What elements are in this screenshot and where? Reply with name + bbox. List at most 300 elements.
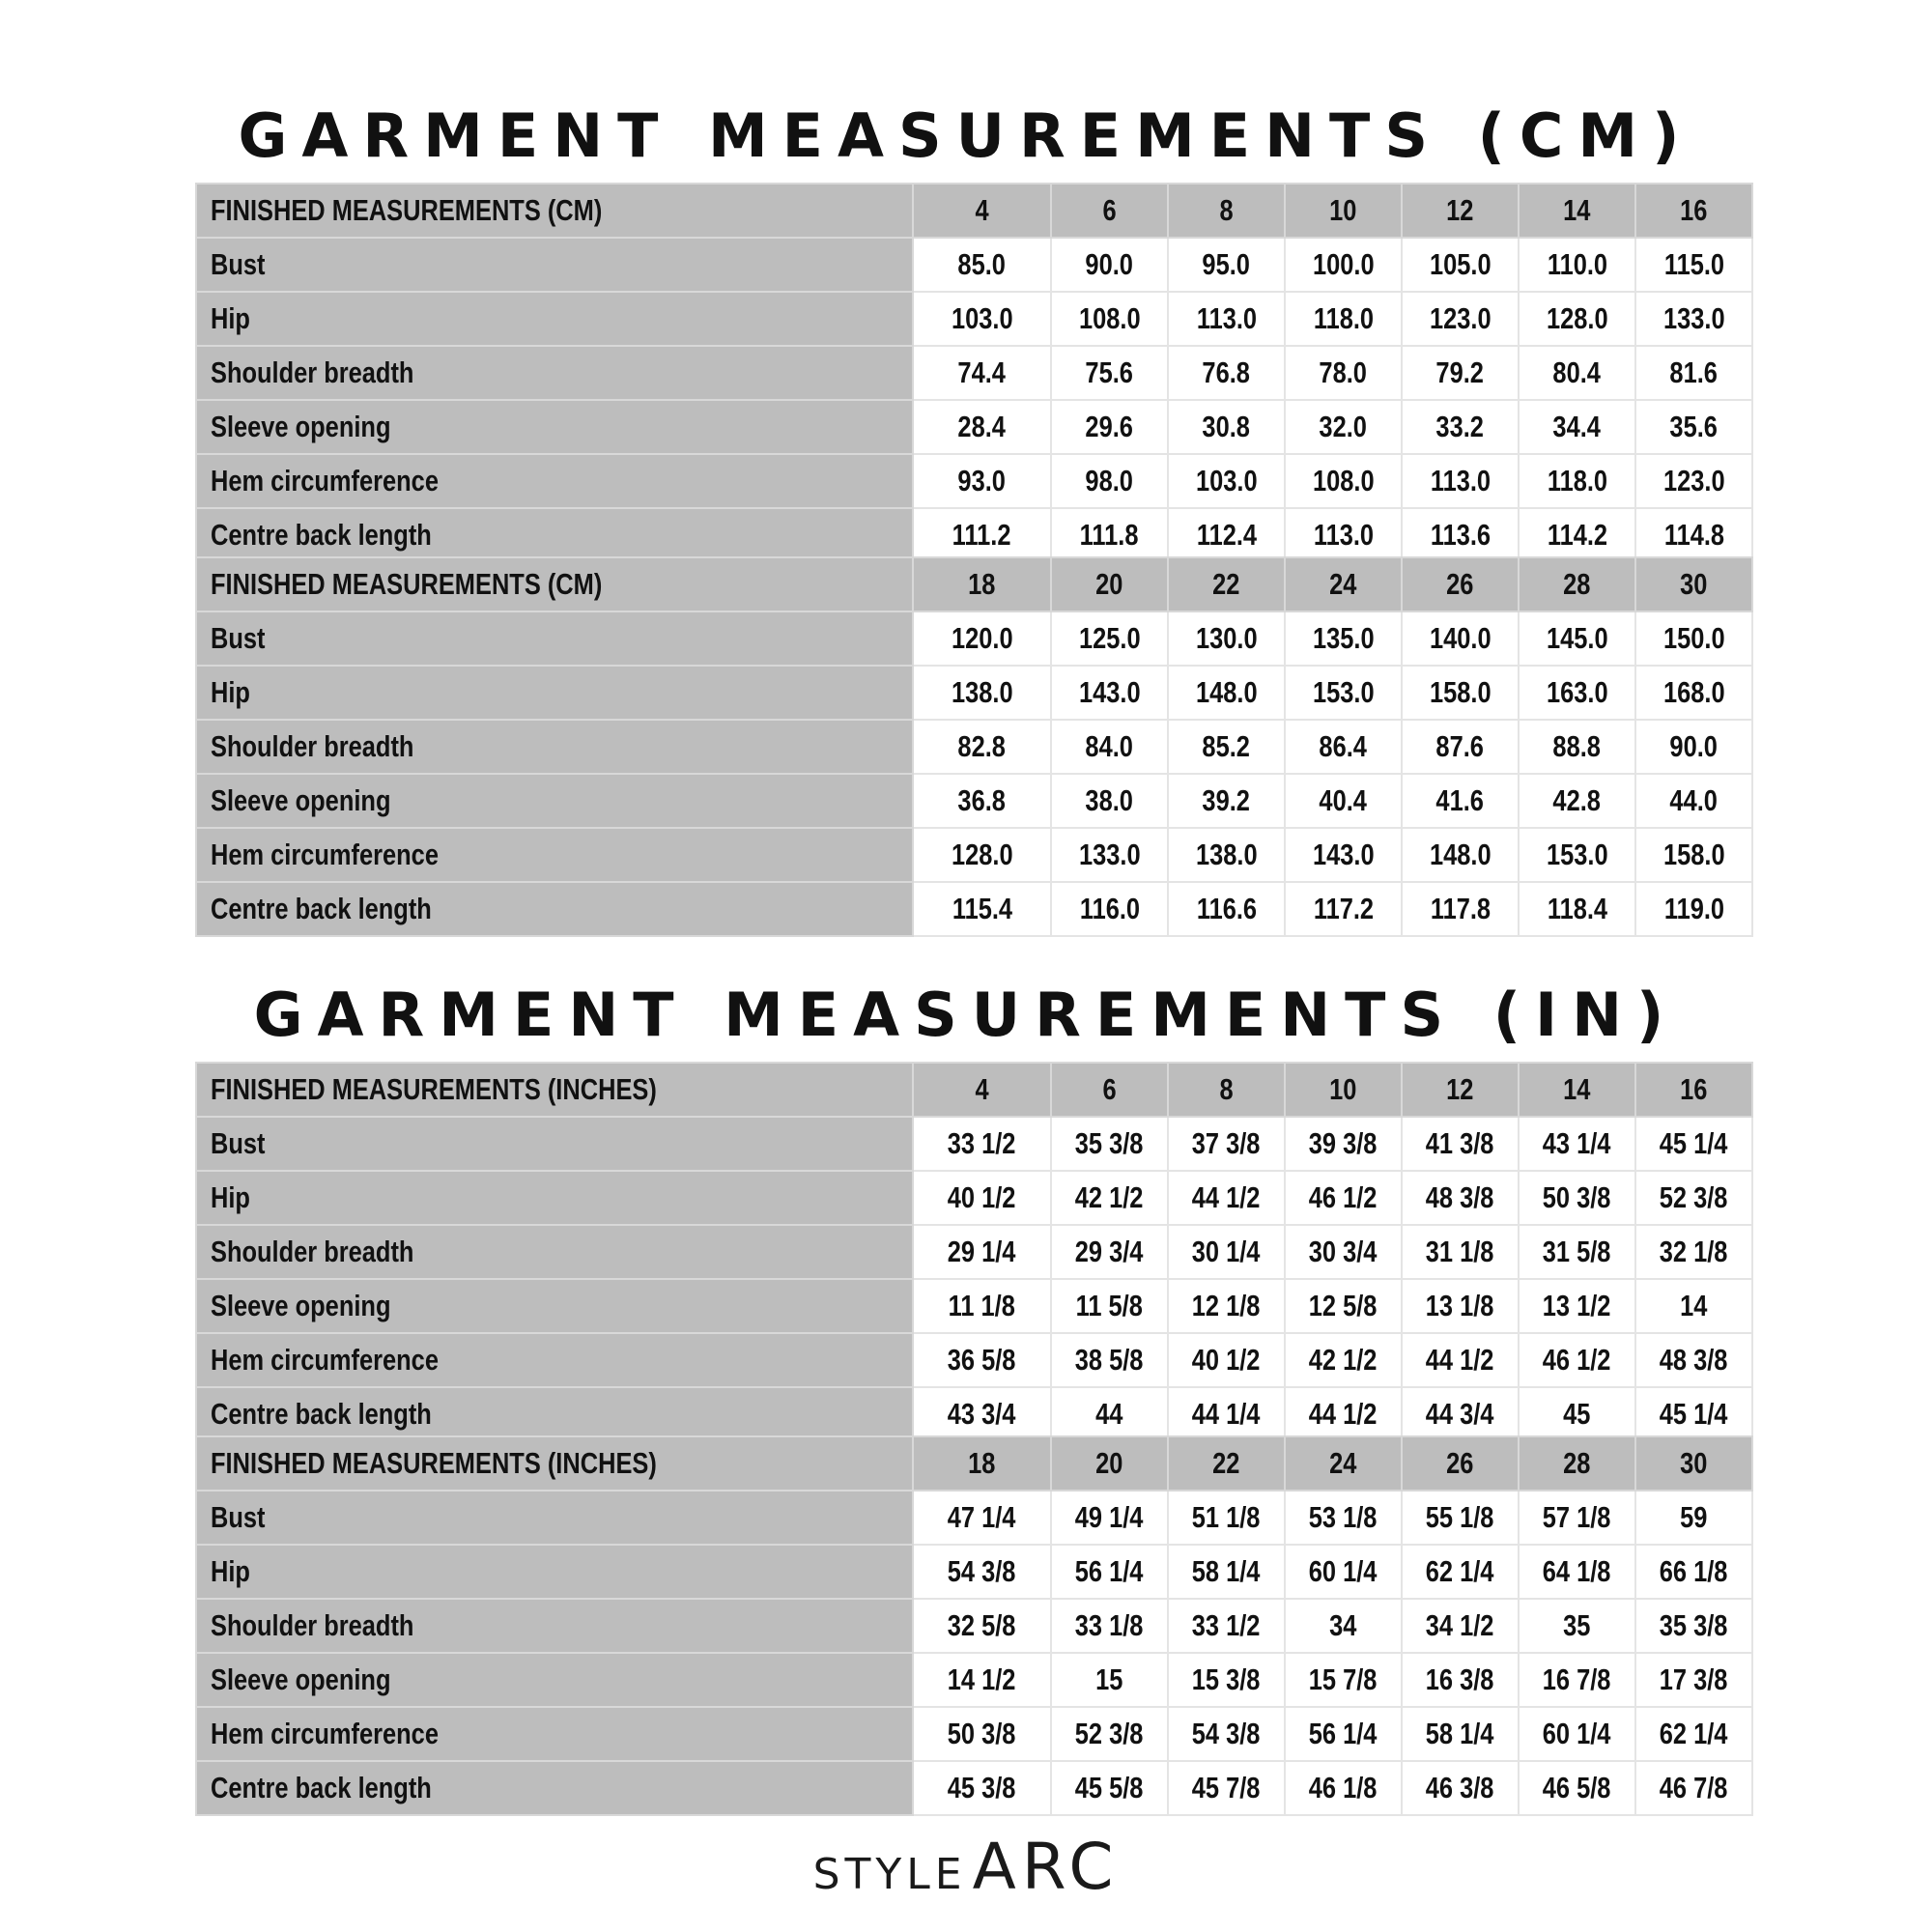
value-text: 76.8 — [1202, 355, 1251, 389]
size-header-cell — [1168, 1063, 1285, 1117]
value-text: 40.4 — [1319, 783, 1368, 817]
measurements-table-cm-sizes-4-16 — [195, 183, 1753, 563]
size-header-cell — [1285, 557, 1402, 611]
value-cell — [1285, 1653, 1402, 1707]
row-label-text: Bust — [211, 621, 266, 655]
value-cell — [913, 828, 1051, 882]
value-text: 118.0 — [1313, 301, 1374, 335]
value-cell — [913, 720, 1051, 774]
size-header-text: 22 — [1212, 567, 1240, 601]
value-cell — [1519, 1491, 1635, 1545]
value-text: 128.0 — [951, 838, 1013, 871]
value-cell — [1519, 774, 1635, 828]
row-label-text: Hip — [211, 301, 250, 335]
row-label-text: Bust — [211, 1126, 266, 1160]
value-cell — [1285, 1707, 1402, 1761]
value-text: 153.0 — [1312, 675, 1375, 709]
table-row — [196, 1761, 1752, 1815]
row-label-cell — [196, 720, 913, 774]
value-cell — [913, 1761, 1051, 1815]
value-cell — [1285, 346, 1402, 400]
value-text: 11 1/8 — [948, 1289, 1016, 1322]
value-cell — [1285, 1761, 1402, 1815]
value-text: 81.6 — [1669, 355, 1719, 389]
value-cell — [1402, 1387, 1519, 1441]
value-cell — [1285, 508, 1402, 562]
table-row — [196, 1707, 1752, 1761]
value-text: 123.0 — [1662, 464, 1725, 497]
value-cell — [913, 1279, 1051, 1333]
row-label-text: Shoulder breadth — [211, 729, 414, 763]
value-text: 113.0 — [1196, 301, 1257, 335]
value-text: 29.6 — [1085, 410, 1134, 443]
value-cell — [1051, 720, 1168, 774]
value-cell — [1635, 1545, 1752, 1599]
value-cell — [1519, 720, 1635, 774]
value-cell — [1635, 1225, 1752, 1279]
value-text: 143.0 — [1312, 838, 1375, 871]
value-cell — [1285, 400, 1402, 454]
row-label-cell — [196, 1761, 913, 1815]
value-text: 105.0 — [1429, 247, 1492, 281]
value-text: 35.6 — [1669, 410, 1719, 443]
value-text: 46 1/8 — [1309, 1771, 1378, 1804]
size-header-cell — [1635, 1436, 1752, 1491]
value-text: 60 1/4 — [1309, 1554, 1378, 1588]
value-text: 95.0 — [1202, 247, 1251, 281]
value-text: 16 7/8 — [1543, 1662, 1611, 1696]
value-cell — [1168, 400, 1285, 454]
row-label-cell — [196, 1387, 913, 1441]
value-cell — [1402, 1171, 1519, 1225]
value-cell — [1402, 1599, 1519, 1653]
table-row — [196, 1333, 1752, 1387]
value-text: 163.0 — [1546, 675, 1608, 709]
value-cell — [913, 1225, 1051, 1279]
value-cell — [1402, 828, 1519, 882]
value-cell — [1519, 1117, 1635, 1171]
value-text: 31 5/8 — [1543, 1235, 1611, 1268]
value-cell — [1285, 882, 1402, 936]
value-cell — [1051, 1333, 1168, 1387]
value-cell — [1051, 238, 1168, 292]
value-text: 55 1/8 — [1426, 1500, 1494, 1534]
size-header-cell — [1402, 184, 1519, 238]
value-cell — [1168, 1117, 1285, 1171]
value-cell — [1519, 1333, 1635, 1387]
value-cell — [1285, 1599, 1402, 1653]
row-label-text: Bust — [211, 247, 266, 281]
row-label-cell — [196, 666, 913, 720]
value-cell — [1519, 882, 1635, 936]
value-cell — [913, 1333, 1051, 1387]
value-cell — [1051, 1279, 1168, 1333]
value-text: 47 1/4 — [948, 1500, 1016, 1534]
row-label-text: Hem circumference — [211, 464, 439, 497]
section-title-in: GARMENT MEASUREMENTS (IN) — [253, 980, 1679, 1050]
value-cell — [1168, 508, 1285, 562]
row-label-text: Centre back length — [211, 892, 432, 925]
value-text: 44 1/2 — [1426, 1343, 1494, 1377]
value-cell — [1285, 1545, 1402, 1599]
table-row — [196, 1225, 1752, 1279]
size-header-text: 22 — [1212, 1446, 1240, 1480]
value-cell — [1051, 666, 1168, 720]
value-text: 45 1/4 — [1660, 1397, 1728, 1431]
value-cell — [913, 1387, 1051, 1441]
value-text: 62 1/4 — [1426, 1554, 1494, 1588]
row-label-text: Centre back length — [211, 1397, 432, 1431]
value-text: 93.0 — [957, 464, 1007, 497]
value-text: 46 3/8 — [1426, 1771, 1494, 1804]
value-text: 59 — [1680, 1500, 1708, 1534]
size-header-cell — [1519, 1063, 1635, 1117]
value-text: 38 5/8 — [1075, 1343, 1144, 1377]
table-row — [196, 882, 1752, 936]
size-header-text: 6 — [1102, 1072, 1117, 1106]
value-cell — [1285, 1225, 1402, 1279]
value-text: 82.8 — [957, 729, 1007, 763]
value-text: 30 3/4 — [1309, 1235, 1378, 1268]
value-cell — [1168, 1761, 1285, 1815]
value-text: 46 5/8 — [1543, 1771, 1611, 1804]
row-label-cell — [196, 1117, 913, 1171]
size-header-cell — [1402, 1063, 1519, 1117]
value-cell — [1051, 1599, 1168, 1653]
value-cell — [1635, 1491, 1752, 1545]
size-header-cell — [1635, 557, 1752, 611]
size-header-text: 30 — [1680, 567, 1708, 601]
value-text: 98.0 — [1085, 464, 1134, 497]
value-text: 35 3/8 — [1075, 1126, 1144, 1160]
value-cell — [1051, 1545, 1168, 1599]
value-cell — [1519, 1225, 1635, 1279]
value-cell — [1635, 508, 1752, 562]
size-header-text: 4 — [975, 193, 989, 227]
value-cell — [913, 454, 1051, 508]
value-text: 148.0 — [1195, 675, 1258, 709]
value-cell — [1168, 720, 1285, 774]
header-label-cell — [196, 184, 913, 238]
value-cell — [1402, 346, 1519, 400]
value-text: 116.0 — [1079, 892, 1140, 925]
table-row — [196, 611, 1752, 666]
value-text: 45 3/8 — [948, 1771, 1016, 1804]
value-text: 143.0 — [1078, 675, 1141, 709]
value-text: 44 3/4 — [1426, 1397, 1494, 1431]
value-cell — [1402, 400, 1519, 454]
value-cell — [1402, 1545, 1519, 1599]
value-text: 13 1/8 — [1426, 1289, 1494, 1322]
size-header-text: 10 — [1329, 1072, 1357, 1106]
size-header-text: 16 — [1680, 193, 1708, 227]
value-text: 57 1/8 — [1543, 1500, 1611, 1534]
row-label-text: Sleeve opening — [211, 1289, 391, 1322]
value-text: 108.0 — [1312, 464, 1375, 497]
value-text: 90.0 — [1085, 247, 1134, 281]
value-cell — [1402, 774, 1519, 828]
row-label-cell — [196, 882, 913, 936]
value-text: 14 — [1680, 1289, 1708, 1322]
row-label-cell — [196, 1225, 913, 1279]
value-cell — [1519, 1279, 1635, 1333]
value-cell — [1168, 1545, 1285, 1599]
value-cell — [1051, 774, 1168, 828]
value-cell — [913, 1653, 1051, 1707]
value-text: 46 7/8 — [1660, 1771, 1728, 1804]
row-label-text: Hem circumference — [211, 1343, 439, 1377]
value-cell — [1051, 1171, 1168, 1225]
table-row — [196, 454, 1752, 508]
size-header-cell — [1519, 184, 1635, 238]
value-cell — [913, 666, 1051, 720]
value-cell — [1168, 828, 1285, 882]
value-cell — [1051, 346, 1168, 400]
value-text: 50 3/8 — [948, 1717, 1016, 1750]
value-text: 158.0 — [1662, 838, 1725, 871]
value-text: 150.0 — [1662, 621, 1725, 655]
value-cell — [1168, 1225, 1285, 1279]
value-cell — [1635, 1279, 1752, 1333]
size-header-cell — [1402, 1436, 1519, 1491]
value-cell — [1402, 508, 1519, 562]
value-text: 49 1/4 — [1075, 1500, 1144, 1534]
value-cell — [1168, 666, 1285, 720]
value-cell — [1519, 611, 1635, 666]
value-cell — [913, 882, 1051, 936]
header-label-text: FINISHED MEASUREMENTS (INCHES) — [211, 1446, 657, 1480]
value-cell — [1168, 346, 1285, 400]
value-cell — [1402, 1225, 1519, 1279]
value-text: 34.4 — [1552, 410, 1602, 443]
row-label-cell — [196, 1279, 913, 1333]
value-text: 32.0 — [1319, 410, 1368, 443]
size-header-cell — [1402, 557, 1519, 611]
value-cell — [1285, 1279, 1402, 1333]
table-row — [196, 828, 1752, 882]
size-header-text: 26 — [1446, 567, 1474, 601]
value-text: 52 3/8 — [1660, 1180, 1728, 1214]
value-cell — [1519, 1171, 1635, 1225]
value-text: 133.0 — [1078, 838, 1141, 871]
value-text: 100.0 — [1312, 247, 1375, 281]
value-cell — [913, 1171, 1051, 1225]
value-text: 15 — [1095, 1662, 1123, 1696]
table-row — [196, 346, 1752, 400]
value-cell — [1168, 1387, 1285, 1441]
brand-logo-style: STYLE — [812, 1850, 967, 1899]
size-header-cell — [1285, 1063, 1402, 1117]
value-text: 133.0 — [1662, 301, 1725, 335]
value-text: 64 1/8 — [1543, 1554, 1611, 1588]
brand-logo-arc: ARC — [972, 1830, 1120, 1904]
value-text: 145.0 — [1546, 621, 1608, 655]
value-cell — [1051, 508, 1168, 562]
size-header-text: 30 — [1680, 1446, 1708, 1480]
value-text: 138.0 — [1195, 838, 1258, 871]
row-label-text: Hem circumference — [211, 838, 439, 871]
value-text: 114.8 — [1663, 518, 1724, 552]
value-cell — [1168, 774, 1285, 828]
value-cell — [1635, 882, 1752, 936]
value-text: 115.4 — [952, 892, 1012, 925]
value-cell — [913, 346, 1051, 400]
value-cell — [1051, 1653, 1168, 1707]
value-text: 140.0 — [1429, 621, 1492, 655]
value-text: 15 3/8 — [1192, 1662, 1261, 1696]
value-cell — [1635, 1171, 1752, 1225]
value-cell — [1519, 292, 1635, 346]
size-header-cell — [1635, 184, 1752, 238]
table-row — [196, 400, 1752, 454]
size-header-text: 4 — [975, 1072, 989, 1106]
value-cell — [1519, 1545, 1635, 1599]
value-cell — [1051, 1707, 1168, 1761]
value-cell — [913, 292, 1051, 346]
value-text: 31 1/8 — [1426, 1235, 1494, 1268]
value-text: 113.0 — [1430, 464, 1491, 497]
size-header-cell — [1051, 1436, 1168, 1491]
value-cell — [1168, 882, 1285, 936]
value-cell — [1402, 1707, 1519, 1761]
row-label-text: Centre back length — [211, 518, 432, 552]
table-header-row — [196, 557, 1752, 611]
value-text: 11 5/8 — [1075, 1289, 1144, 1322]
value-cell — [1285, 774, 1402, 828]
value-cell — [1519, 1761, 1635, 1815]
value-text: 66 1/8 — [1660, 1554, 1728, 1588]
value-cell — [1285, 1491, 1402, 1545]
value-text: 54 3/8 — [948, 1554, 1016, 1588]
value-cell — [1635, 1707, 1752, 1761]
value-cell — [913, 1707, 1051, 1761]
row-label-cell — [196, 1171, 913, 1225]
value-cell — [1402, 1117, 1519, 1171]
value-text: 44 1/4 — [1192, 1397, 1261, 1431]
measurements-table-cm-sizes-18-30 — [195, 556, 1753, 937]
value-text: 85.2 — [1202, 729, 1251, 763]
value-cell — [1051, 1761, 1168, 1815]
value-text: 36.8 — [957, 783, 1007, 817]
header-label-cell — [196, 1436, 913, 1491]
row-label-text: Bust — [211, 1500, 266, 1534]
value-text: 130.0 — [1195, 621, 1258, 655]
value-text: 56 1/4 — [1309, 1717, 1378, 1750]
value-text: 35 — [1563, 1608, 1591, 1642]
row-label-cell — [196, 400, 913, 454]
value-text: 34 — [1329, 1608, 1357, 1642]
value-text: 62 1/4 — [1660, 1717, 1728, 1750]
value-cell — [1402, 1279, 1519, 1333]
value-text: 119.0 — [1663, 892, 1724, 925]
value-cell — [1285, 1333, 1402, 1387]
value-text: 13 1/2 — [1543, 1289, 1611, 1322]
value-text: 41.6 — [1435, 783, 1485, 817]
value-text: 128.0 — [1546, 301, 1608, 335]
value-text: 103.0 — [1195, 464, 1258, 497]
value-cell — [1051, 882, 1168, 936]
value-text: 30 1/4 — [1192, 1235, 1261, 1268]
value-text: 46 1/2 — [1543, 1343, 1611, 1377]
value-text: 74.4 — [957, 355, 1007, 389]
table-row — [196, 292, 1752, 346]
table-row — [196, 508, 1752, 562]
table-row — [196, 238, 1752, 292]
value-cell — [1168, 1707, 1285, 1761]
value-cell — [1519, 666, 1635, 720]
value-text: 43 3/4 — [948, 1397, 1016, 1431]
value-text: 30.8 — [1202, 410, 1251, 443]
row-label-cell — [196, 611, 913, 666]
header-label-text: FINISHED MEASUREMENTS (INCHES) — [211, 1072, 657, 1106]
value-text: 135.0 — [1312, 621, 1375, 655]
value-text: 148.0 — [1429, 838, 1492, 871]
value-text: 40 1/2 — [1192, 1343, 1261, 1377]
value-text: 45 — [1563, 1397, 1591, 1431]
value-cell — [1635, 238, 1752, 292]
value-cell — [1519, 1707, 1635, 1761]
value-cell — [913, 1599, 1051, 1653]
size-header-text: 18 — [968, 567, 996, 601]
value-text: 17 3/8 — [1660, 1662, 1728, 1696]
value-text: 39 3/8 — [1309, 1126, 1378, 1160]
table-row — [196, 1117, 1752, 1171]
value-cell — [913, 1545, 1051, 1599]
value-cell — [1285, 828, 1402, 882]
value-text: 35 3/8 — [1660, 1608, 1728, 1642]
value-text: 78.0 — [1319, 355, 1368, 389]
value-text: 37 3/8 — [1192, 1126, 1261, 1160]
value-text: 33 1/8 — [1075, 1608, 1144, 1642]
value-text: 48 3/8 — [1426, 1180, 1494, 1214]
value-cell — [1519, 828, 1635, 882]
value-text: 116.6 — [1196, 892, 1257, 925]
value-cell — [1402, 611, 1519, 666]
value-text: 111.2 — [952, 518, 1011, 552]
size-header-cell — [913, 557, 1051, 611]
size-header-text: 14 — [1563, 1072, 1591, 1106]
value-cell — [1519, 1599, 1635, 1653]
value-text: 103.0 — [951, 301, 1013, 335]
value-text: 39.2 — [1202, 783, 1251, 817]
size-header-text: 24 — [1329, 1446, 1357, 1480]
value-cell — [1285, 454, 1402, 508]
size-header-text: 24 — [1329, 567, 1357, 601]
size-header-text: 16 — [1680, 1072, 1708, 1106]
value-cell — [1051, 1117, 1168, 1171]
table-row — [196, 1653, 1752, 1707]
row-label-text: Hip — [211, 675, 250, 709]
value-text: 50 3/8 — [1543, 1180, 1611, 1214]
section-title-cm: GARMENT MEASUREMENTS (CM) — [238, 100, 1694, 171]
table-row — [196, 1599, 1752, 1653]
value-text: 45 7/8 — [1192, 1771, 1261, 1804]
size-header-cell — [1519, 557, 1635, 611]
value-cell — [1635, 666, 1752, 720]
row-label-text: Shoulder breadth — [211, 355, 414, 389]
value-text: 138.0 — [951, 675, 1013, 709]
value-cell — [1402, 720, 1519, 774]
value-cell — [1051, 1387, 1168, 1441]
value-cell — [1635, 1117, 1752, 1171]
row-label-text: Centre back length — [211, 1771, 432, 1804]
value-cell — [1519, 400, 1635, 454]
value-cell — [1168, 238, 1285, 292]
value-text: 79.2 — [1435, 355, 1485, 389]
size-header-cell — [913, 1063, 1051, 1117]
value-text: 33.2 — [1435, 410, 1485, 443]
value-text: 29 3/4 — [1075, 1235, 1144, 1268]
